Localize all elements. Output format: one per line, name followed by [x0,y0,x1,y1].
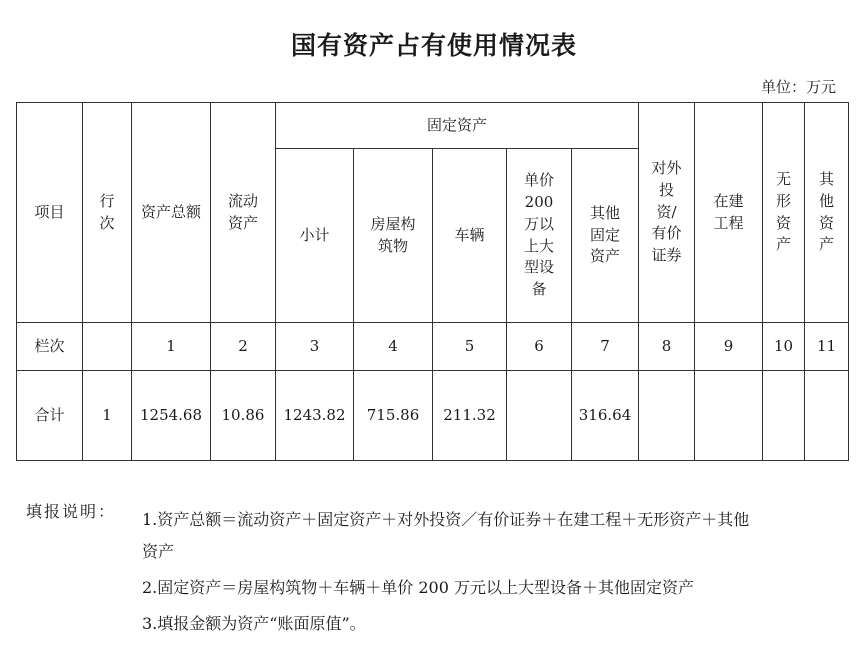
total-cell: 211.32 [433,371,507,461]
column-index-cell: 8 [639,323,695,371]
total-cell [507,371,572,461]
page-title: 国有资产占有使用情况表 [290,31,577,60]
header-subtotal: 小计 [276,149,354,323]
total-cell [695,371,763,461]
unit-label: 单位：万元 [760,78,836,96]
header-current-assets: 流动资产 [211,103,276,323]
total-cell [805,371,849,461]
notes-label: 填报说明： [26,502,117,521]
total-cell: 1243.82 [276,371,354,461]
header-vehicles: 车辆 [433,149,507,323]
total-label: 合计 [17,371,83,461]
column-index-cell: 5 [433,323,507,371]
column-index-cell: 9 [695,323,763,371]
column-index-cell: 1 [132,323,211,371]
column-index-cell: 2 [211,323,276,371]
header-buildings: 房屋构筑物 [354,149,433,323]
column-index-label: 栏次 [17,323,83,371]
header-row-no: 行次 [83,103,132,323]
column-index-cell: 4 [354,323,433,371]
note-line: 1.资产总额＝流动资产＋固定资产＋对外投资／有价证券＋在建工程＋无形资产＋其他 [142,510,750,529]
header-other-fixed: 其他固定资产 [572,149,639,323]
column-index-cell: 3 [276,323,354,371]
total-row [17,371,849,461]
total-cell: 1 [83,371,132,461]
header-other-assets: 其他资产 [805,103,849,323]
header-item: 项目 [17,103,83,323]
column-index-cell: 10 [763,323,805,371]
total-cell [763,371,805,461]
column-index-cell: 11 [805,323,849,371]
header-row-1 [17,103,849,149]
note-line: 3.填报金额为资产“账面原值”。 [142,614,366,633]
total-cell: 10.86 [211,371,276,461]
total-cell: 715.86 [354,371,433,461]
column-index-cell: 7 [572,323,639,371]
note-line: 资产 [142,542,175,561]
note-line: 2.固定资产＝房屋构筑物＋车辆＋单价 200 万元以上大型设备＋其他固定资产 [142,578,694,597]
asset-table [16,102,849,461]
total-cell [639,371,695,461]
header-investment: 对外投资/有价证券 [639,103,695,323]
header-total-assets: 资产总额 [132,103,211,323]
header-large-equipment: 单价200万以上大型设备 [507,149,572,323]
column-index-cell [83,323,132,371]
total-cell: 316.64 [572,371,639,461]
column-index-cell: 6 [507,323,572,371]
total-cell: 1254.68 [132,371,211,461]
column-index-row [17,323,849,371]
header-intangible: 无形资产 [763,103,805,323]
header-construction: 在建工程 [695,103,763,323]
header-fixed-assets-group: 固定资产 [276,103,639,149]
